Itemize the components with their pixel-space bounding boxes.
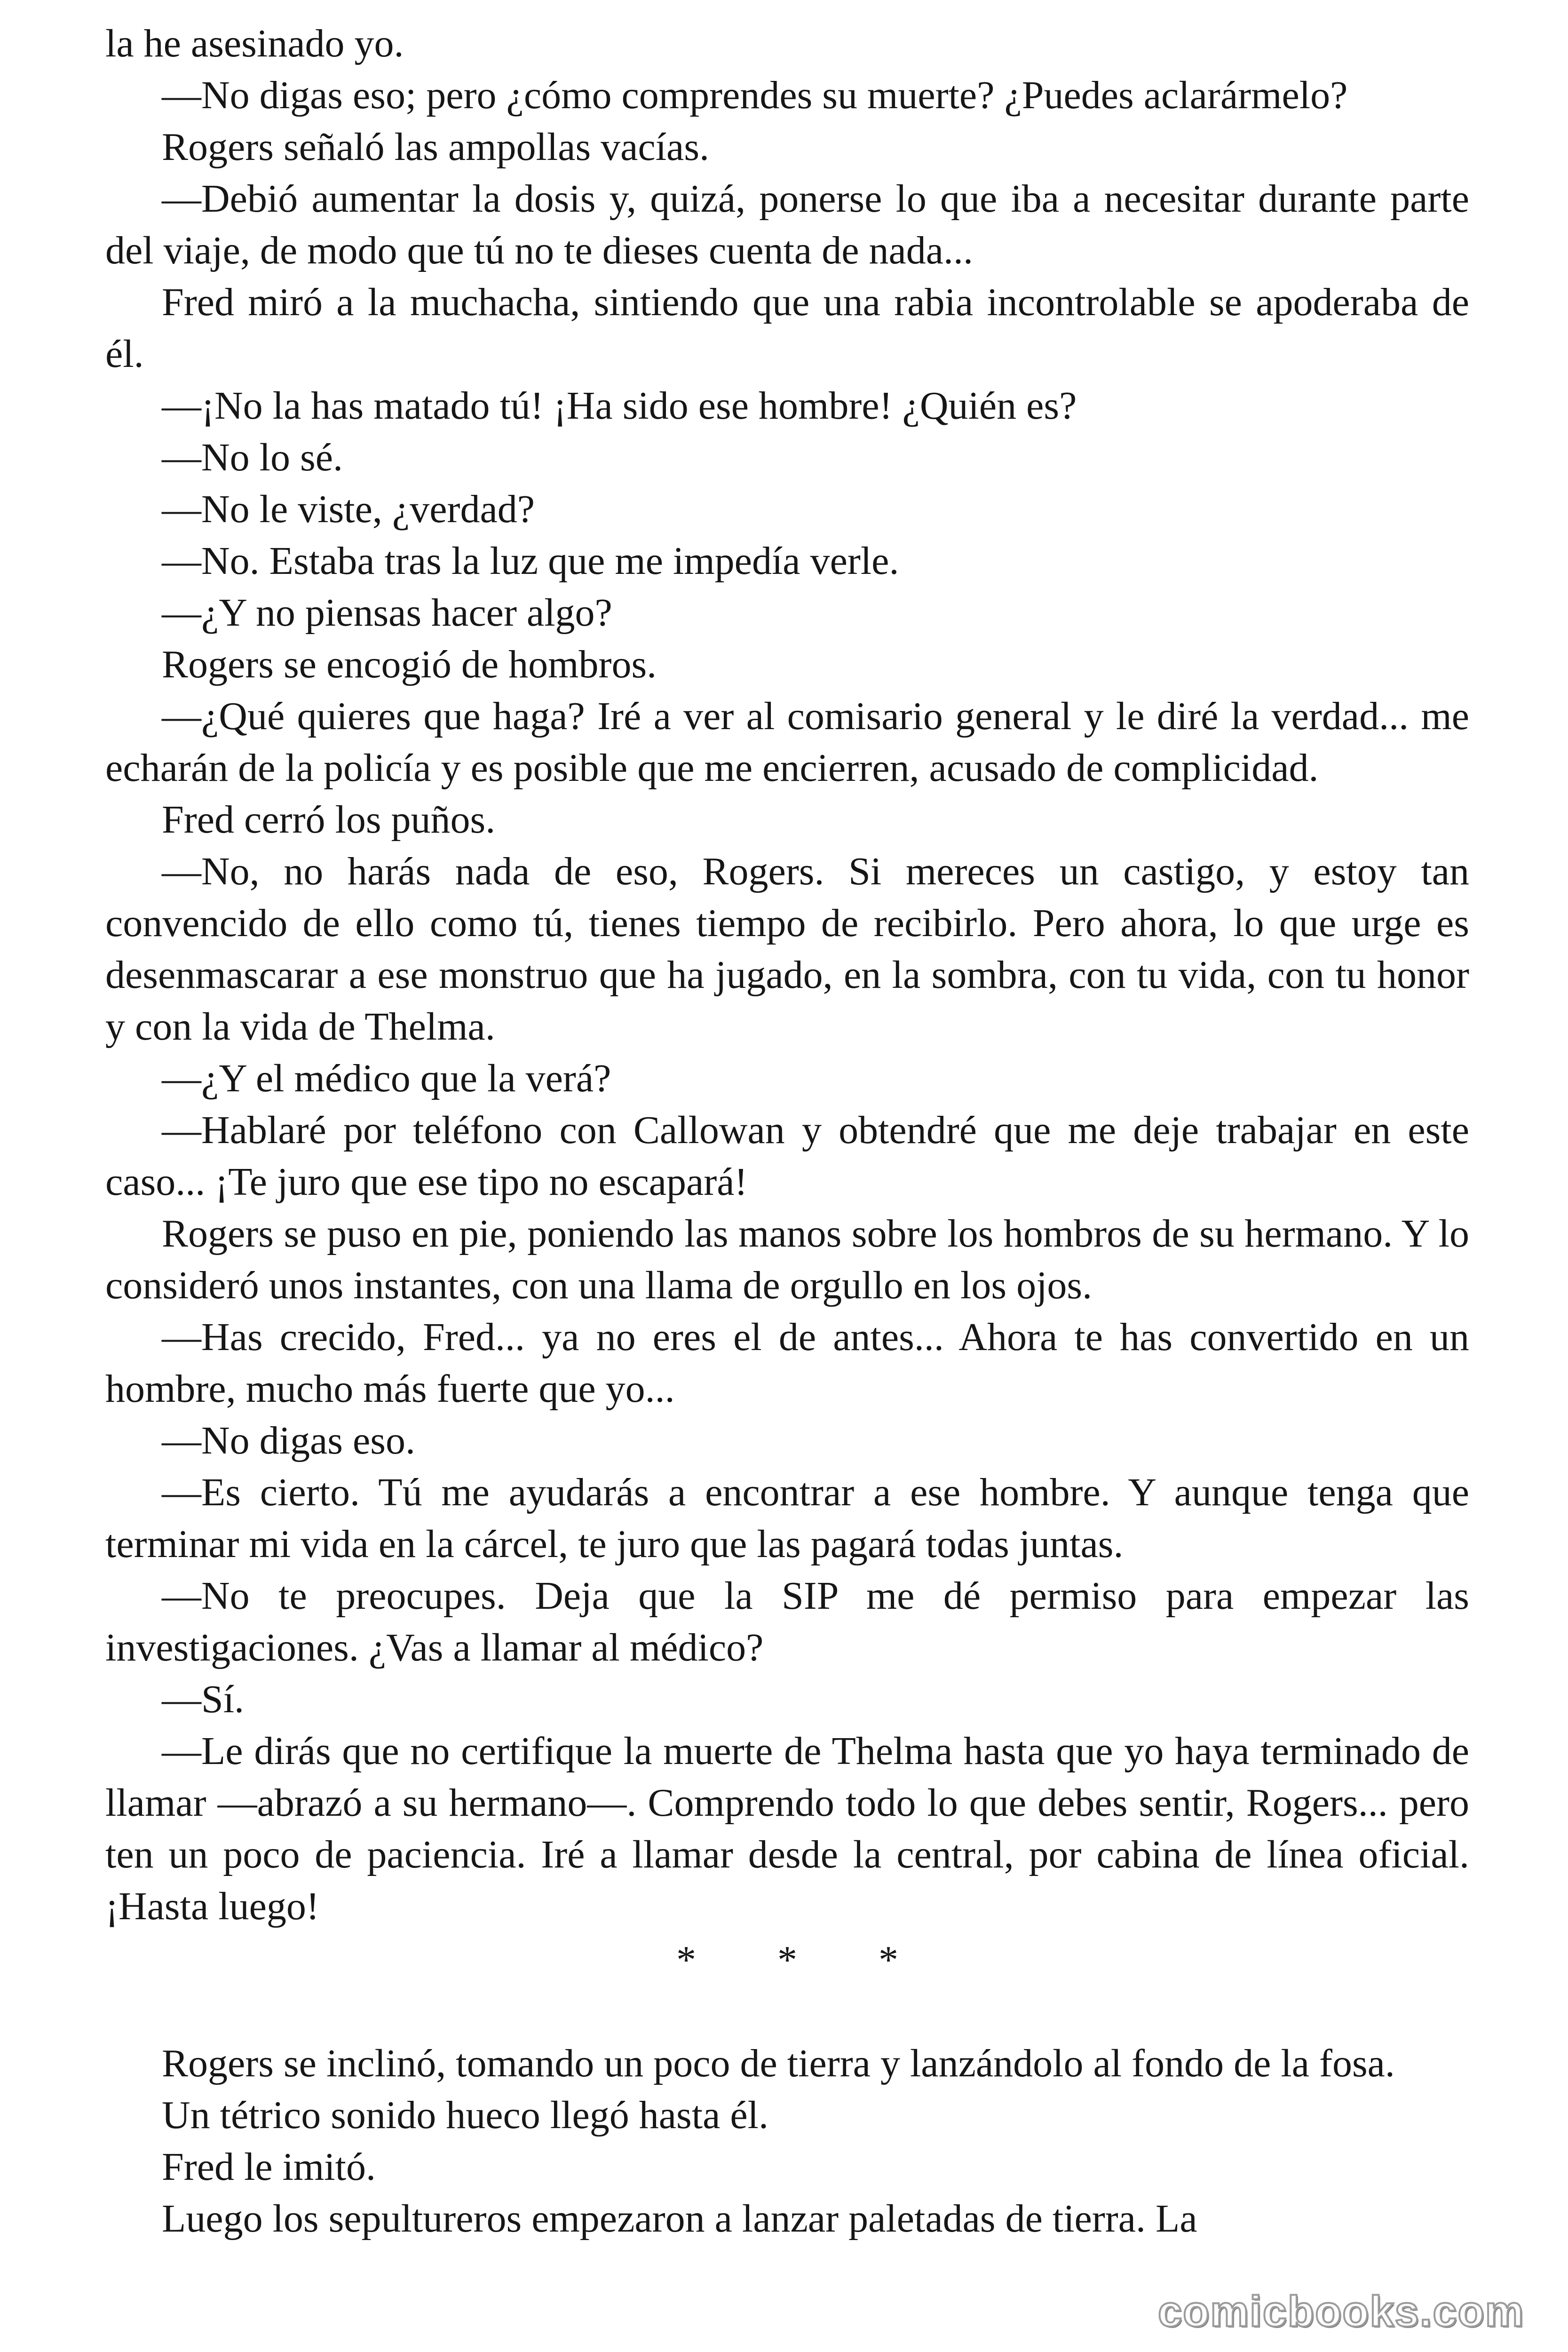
scene-break-asterisk: * [879, 1938, 898, 1982]
watermark-logo: comicbooks.com [1158, 2288, 1525, 2336]
paragraph: —Sí. [162, 1677, 245, 1721]
paragraph: —¡No la has matado tú! ¡Ha sido ese hombre! ¿Quién es? [162, 384, 1077, 428]
paragraph: la he asesinado yo. [105, 22, 404, 65]
scene-break [105, 1934, 1469, 1986]
paragraph: —Hablaré por teléfono con Callowan y obtendré que me deje trabajar en este caso... ¡Te juro que ese tipo no escapará! [105, 1108, 1469, 1204]
paragraph: —No te preocupes. Deja que la SIP me dé permiso para empezar las investigaciones. ¿Vas a llamar al médico? [105, 1574, 1469, 1669]
paragraph: —No. Estaba tras la luz que me impedía verle. [162, 539, 899, 583]
paragraph: —¿Y el médico que la verá? [162, 1057, 611, 1100]
paragraph: Rogers se puso en pie, poniendo las manos sobre los hombros de su hermano. Y lo consideró unos instantes, con una llama de orgullo en los ojos. [105, 1212, 1469, 1307]
scene-break-asterisk: * [777, 1938, 797, 1982]
paragraph: Rogers se encogió de hombros. [162, 643, 657, 686]
paragraph: —No le viste, ¿verdad? [162, 487, 535, 531]
paragraph: Fred cerró los puños. [162, 798, 496, 842]
paragraph: —Has crecido, Fred... ya no eres el de antes... Ahora te has convertido en un hombre, mucho más fuerte que yo... [105, 1315, 1469, 1411]
paragraph: Rogers señaló las ampollas vacías. [162, 125, 710, 169]
paragraph: Rogers se inclinó, tomando un poco de tierra y lanzándolo al fondo de la fosa. [162, 2042, 1395, 2085]
document-page [105, 18, 1469, 2245]
paragraph: —Es cierto. Tú me ayudarás a encontrar a ese hombre. Y aunque tenga que terminar mi vida en la cárcel, te juro que las pagará todas juntas. [105, 1470, 1469, 1566]
paragraph: —¿Y no piensas hacer algo? [162, 591, 612, 635]
paragraph: Fred le imitó. [162, 2145, 376, 2189]
paragraph: Luego los sepultureros empezaron a lanzar paletadas de tierra. La [162, 2197, 1197, 2241]
scene-break-asterisk: * [676, 1938, 696, 1982]
paragraph: —No digas eso. [162, 1419, 415, 1462]
paragraph: —No lo sé. [162, 436, 343, 479]
paragraph: Fred miró a la muchacha, sintiendo que una rabia incontrolable se apoderaba de él. [105, 280, 1469, 376]
paragraph: Un tétrico sonido hueco llegó hasta él. [162, 2093, 768, 2137]
paragraph: —Le dirás que no certifique la muerte de Thelma hasta que yo haya terminado de llamar —abrazó a su hermano—. Comprendo todo lo que debes sentir, Rogers... pero ten un poco de paciencia. Iré a llamar desde la central, por cabina de línea oficial. ¡Hasta luego! [105, 1729, 1469, 1928]
paragraph: —No, no harás nada de eso, Rogers. Si mereces un castigo, y estoy tan convencido de ello como tú, tienes tiempo de recibirlo. Pero ahora, lo que urge es desenmascarar a ese monstruo que ha jugado, en la sombra, con tu vida, con tu honor y con la vida de Thelma. [105, 850, 1469, 1049]
paragraph: —¿Qué quieres que haga? Iré a ver al comisario general y le diré la verdad... me echarán de la policía y es posible que me encierren, acusado de complicidad. [105, 694, 1469, 790]
text-section-after-break [105, 2038, 1469, 2245]
paragraph: —No digas eso; pero ¿cómo comprendes su muerte? ¿Puedes aclarármelo? [162, 73, 1348, 117]
paragraph: —Debió aumentar la dosis y, quizá, ponerse lo que iba a necesitar durante parte del viaje, de modo que tú no te dieses cuenta de nada... [105, 177, 1469, 272]
text-section-before-break [105, 18, 1469, 1932]
